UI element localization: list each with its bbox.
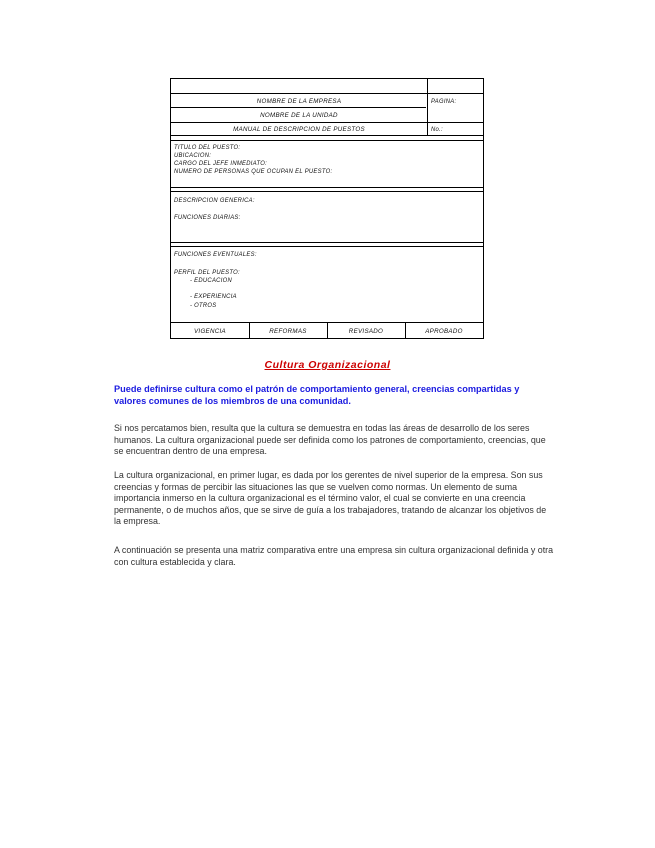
job-description-form bbox=[170, 78, 484, 339]
daily-functions-label: FUNCIONES DIARIAS: bbox=[174, 214, 241, 221]
job-profile-label: PERFIL DEL PUESTO: bbox=[174, 269, 240, 276]
eventual-functions-label: FUNCIONES EVENTUALES: bbox=[174, 251, 257, 258]
unit-name: NOMBRE DE LA UNIDAD bbox=[260, 112, 338, 119]
footer-reforms: REFORMAS bbox=[269, 328, 307, 335]
job-title-field: TITULO DEL PUESTO: bbox=[174, 144, 241, 151]
intro-definition: Puede definirse cultura como el patrón de comportamiento general, creencias compartidas y valores comunes de los miembros de una comunidad. bbox=[114, 384, 520, 406]
footer-validity: VIGENCIA bbox=[194, 328, 226, 335]
profile-item-experience: - EXPERIENCIA bbox=[190, 293, 237, 300]
headcount-field: NUMERO DE PERSONAS QUE OCUPAN EL PUESTO: bbox=[174, 168, 333, 175]
profile-item-education: - EDUCACION bbox=[190, 277, 233, 284]
supervisor-field: CARGO DEL JEFE INMEDIATO: bbox=[174, 160, 268, 167]
generic-description-label: DESCRIPCION GENERICA: bbox=[174, 197, 255, 204]
number-label: No.: bbox=[431, 126, 443, 133]
paragraph-1: Si nos percatamos bien, resulta que la cultura se demuestra en todas las áreas de desarrollo de los seres humanos. La cultura organizacional puede ser definida como los patrones de comportamiento, creencias, que se encuentran dentro de una empresa. bbox=[114, 423, 546, 456]
paragraph-3: A continuación se presenta una matriz comparativa entre una empresa sin cultura organizacional definida y otra con cultura establecida y clara. bbox=[114, 545, 554, 567]
manual-title: MANUAL DE DESCRIPCION DE PUESTOS bbox=[233, 126, 365, 133]
location-field: UBICACION: bbox=[174, 152, 212, 159]
footer-approved: APROBADO bbox=[425, 328, 463, 335]
footer-reviewed: REVISADO bbox=[348, 328, 384, 335]
article-title: Cultura Organizacional bbox=[264, 359, 391, 371]
profile-item-other: - OTROS bbox=[190, 302, 217, 309]
paragraph-2: La cultura organizacional, en primer lugar, es dada por los gerentes de nivel superior de la empresa. Son sus creencias y formas de percibir las situaciones las que se vuelven como normas. Un elemento de suma importancia inmerso en la cultura organizacional es el término valor, el cual se convierte en una creencia permanente, o de muchos años, que se sirve de guía a los trabajadores, tratando de alcanzar los objetivos de la empresa. bbox=[114, 470, 547, 526]
page-label: PAGINA: bbox=[431, 98, 457, 105]
company-name: NOMBRE DE LA EMPRESA bbox=[256, 98, 342, 105]
